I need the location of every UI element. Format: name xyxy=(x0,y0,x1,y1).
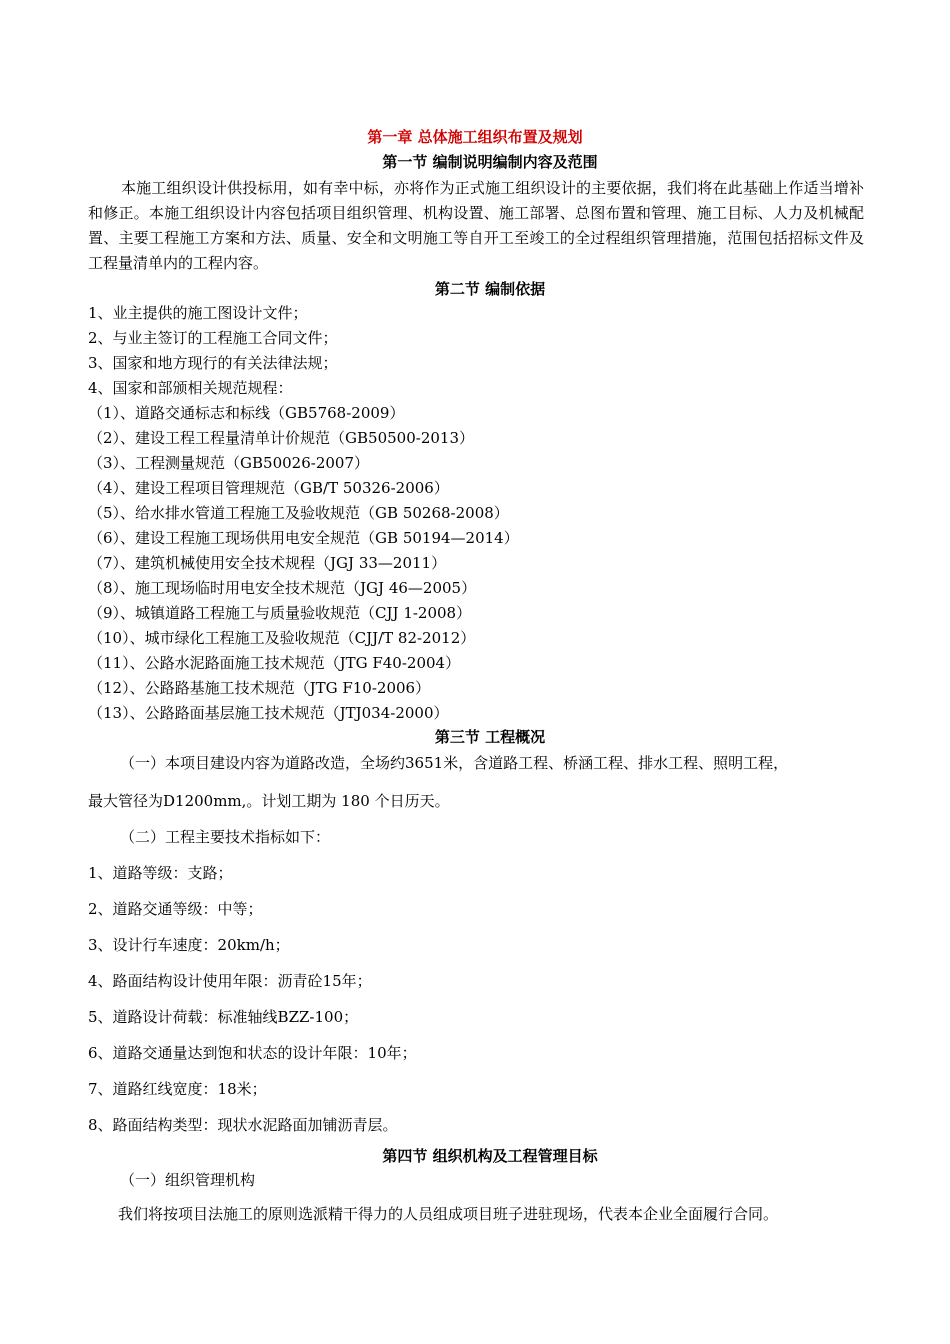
org-sub-heading: （一）组织管理机构 xyxy=(120,1171,256,1189)
basis-item: 4、国家和部颁相关规范规程： xyxy=(88,379,293,397)
basis-item: （2）、建设工程工程量清单计价规范（GB50500-2013） xyxy=(88,429,475,447)
section3-title: 第三节 工程概况 xyxy=(434,728,546,746)
indicator-item: 4、路面结构设计使用年限：沥青砼15年； xyxy=(88,972,372,990)
basis-item: 3、国家和地方现行的有关法律法规； xyxy=(88,354,338,372)
basis-item: （5）、给水排水管道工程施工及验收规范（GB 50268-2008） xyxy=(88,504,509,522)
indicator-item: 2、道路交通等级：中等； xyxy=(88,900,263,918)
section2-title: 第二节 编制依据 xyxy=(434,280,546,298)
indicators-heading: （二）工程主要技术指标如下： xyxy=(120,828,331,846)
basis-item: （4）、建设工程项目管理规范（GB/T 50326-2006） xyxy=(88,479,449,497)
basis-item: 1、业主提供的施工图设计文件； xyxy=(88,304,308,322)
org-paragraph: 我们将按项目法施工的原则选派精干得力的人员组成项目班子进驻现场，代表本企业全面履行合同。 xyxy=(118,1205,779,1223)
basis-item: （13）、公路路面基层施工技术规范（JTJ034-2000） xyxy=(88,704,449,722)
indicator-item: 6、道路交通量达到饱和状态的设计年限：10年； xyxy=(88,1044,417,1062)
basis-item: （6）、建设工程施工现场供用电安全规范（GB 50194—2014） xyxy=(88,529,519,547)
basis-item: （12）、公路路基施工技术规范（JTG F10-2006） xyxy=(88,679,431,697)
basis-item: （8）、施工现场临时用电安全技术规范（JGJ 46—2005） xyxy=(88,579,477,597)
basis-item: （9）、城镇道路工程施工与质量验收规范（CJJ 1-2008） xyxy=(88,604,472,622)
basis-item: （1）、道路交通标志和标线（GB5768-2009） xyxy=(88,404,405,422)
basis-item: （7）、建筑机械使用安全技术规程（JGJ 33—2011） xyxy=(88,554,447,572)
basis-item: 2、与业主签订的工程施工合同文件； xyxy=(88,329,338,347)
indicator-item: 7、道路红线宽度：18米； xyxy=(88,1080,267,1098)
basis-item: （10）、城市绿化工程施工及验收规范（CJJ/T 82-2012） xyxy=(88,629,476,647)
basis-item: （11）、公路水泥路面施工技术规范（JTG F40-2004） xyxy=(88,654,461,672)
section1-title: 第一节 编制说明编制内容及范围 xyxy=(382,153,598,171)
overview-line-1: （一）本项目建设内容为道路改造，全场约3651米，含道路工程、桥涵工程、排水工程、照明工程， xyxy=(120,754,789,772)
indicator-item: 5、道路设计荷载：标准轴线BZZ-100； xyxy=(88,1008,359,1026)
basis-item: （3）、工程测量规范（GB50026-2007） xyxy=(88,454,370,472)
indicator-item: 8、路面结构类型：现状水泥路面加铺沥青层。 xyxy=(88,1116,398,1134)
chapter-title: 第一章 总体施工组织布置及规划 xyxy=(367,128,583,146)
indicator-item: 1、道路等级：支路； xyxy=(88,864,233,882)
overview-line-2: 最大管径为D1200mm,。计划工期为 180 个日历天。 xyxy=(88,792,450,810)
indicator-item: 3、设计行车速度：20km/h； xyxy=(88,936,290,954)
section4-title: 第四节 组织机构及工程管理目标 xyxy=(382,1147,598,1165)
section1-paragraph: 本施工组织设计供投标用，如有幸中标，亦将作为正式施工组织设计的主要依据，我们将在此基础上作适当增补和修正。本施工组织设计内容包括项目组织管理、机构设置、施工部署、总图布置和管理、施工目标、人力及机械配置、主要工程施工方案和方法、质量、安全和文明施工等自开工至竣工的全过程组织管理措施，范围包括招标文件及工程量清单内的工程内容。 xyxy=(88,179,864,272)
